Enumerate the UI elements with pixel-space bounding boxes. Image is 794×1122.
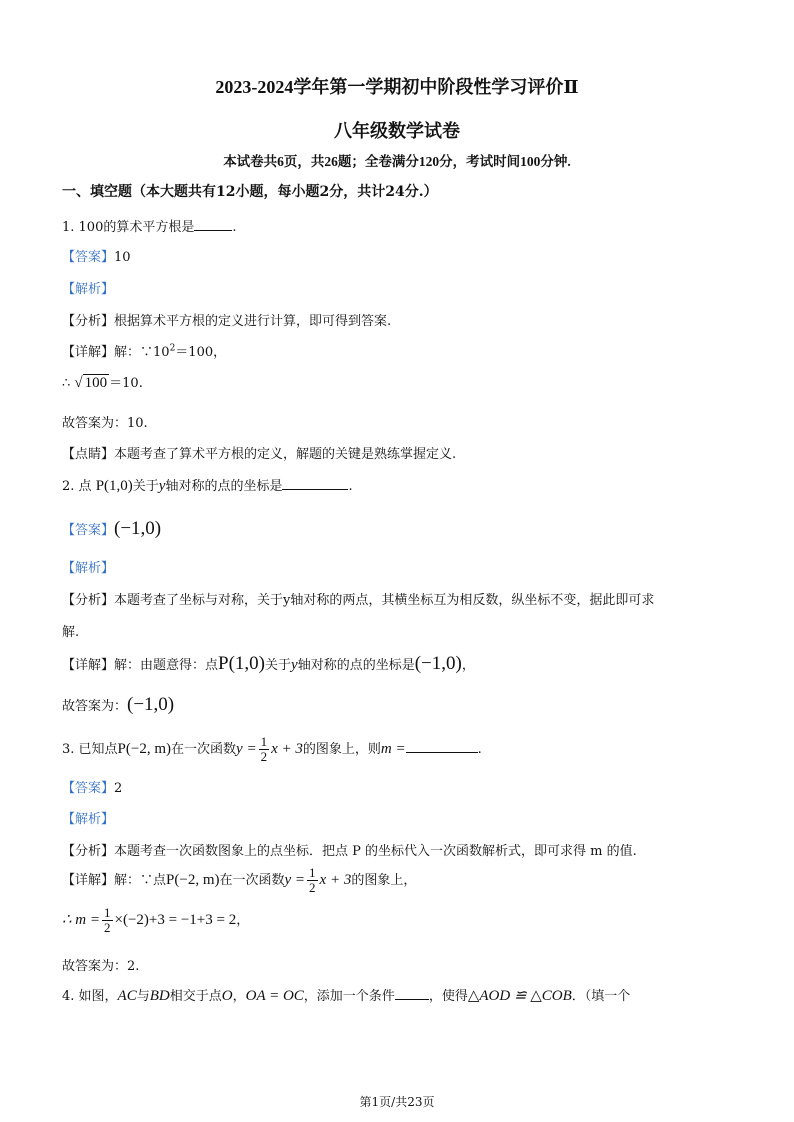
q2-answer: 【答案】(−1,0) bbox=[62, 518, 162, 539]
q2-fenxi-cont: 解. bbox=[62, 625, 80, 640]
exam-instructions: 本试卷共6页，共26题；全卷满分120分，考试时间100分钟. bbox=[223, 154, 571, 169]
q1-step: ∴ √ 100 ＝10. bbox=[62, 375, 143, 391]
q2-final: 故答案为：(−1,0) bbox=[62, 694, 175, 715]
exam-subtitle: 八年级数学试卷 bbox=[334, 121, 460, 141]
q1-final: 故答案为：10. bbox=[62, 416, 148, 431]
q1-fenxi: 【分析】根据算术平方根的定义进行计算，即可得到答案. bbox=[62, 314, 392, 329]
q4-stem: 4. 如图，AC与BD相交于点O，OA = OC，添加一个条件 ，使得△AOD ≌ △COB．（填一个 bbox=[62, 988, 631, 1004]
q3-stem: 3. 已知点P(−2, m)在一次函数y = $\frac{1}{2}$ x + 3的图象上，则m = . bbox=[62, 734, 482, 764]
q3-answer: 【答案】2 bbox=[62, 781, 123, 796]
q3-fenxi: 【分析】本题考查一次函数图象上的点坐标．把点 P 的坐标代入一次函数解析式，即可求得 m 的值. bbox=[62, 844, 637, 859]
q3-final: 故答案为：2. bbox=[62, 959, 140, 974]
q1-jiexi: 【解析】 bbox=[62, 282, 115, 297]
q2-jiexi: 【解析】 bbox=[62, 561, 115, 576]
section-heading: 一、填空题（本大题共有12小题，每小题2分，共计24分.） bbox=[62, 184, 438, 200]
q2-fenxi: 【分析】本题考查了坐标与对称，关于y轴对称的两点，其横坐标互为相反数，纵坐标不变，据此即可求 bbox=[62, 593, 655, 608]
q1-answer: 【答案】10 bbox=[62, 250, 131, 265]
q2-stem: 2. 点 P(1,0)关于y轴对称的点的坐标是 . bbox=[62, 478, 353, 494]
q1-xiangjie: 【详解】解：$\because 10^2=100$， bbox=[62, 343, 227, 360]
page-footer: 第1页/共23页 bbox=[359, 1095, 435, 1109]
q3-xiangjie: 【详解】解：∵点P(−2, m)在一次函数y = $\frac{1}{2}$ x + 3的图象上， bbox=[62, 865, 417, 895]
q3-calc: ∴ m = $\frac{1}{2}$ ×(−2)+3 = −1+3 = 2， bbox=[62, 905, 250, 935]
q1-stem: 1. 100的算术平方根是 . bbox=[62, 220, 237, 235]
q2-xiangjie: 【详解】解：由题意得：点P(1,0)关于y轴对称的点的坐标是(−1,0)， bbox=[62, 653, 475, 674]
q1-dianjing: 【点睛】本题考查了算术平方根的定义，解题的关键是熟练掌握定义. bbox=[62, 447, 457, 462]
exam-title: 2023-2024学年第一学期初中阶段性学习评价Ⅱ bbox=[215, 77, 579, 97]
q3-jiexi: 【解析】 bbox=[62, 812, 115, 827]
